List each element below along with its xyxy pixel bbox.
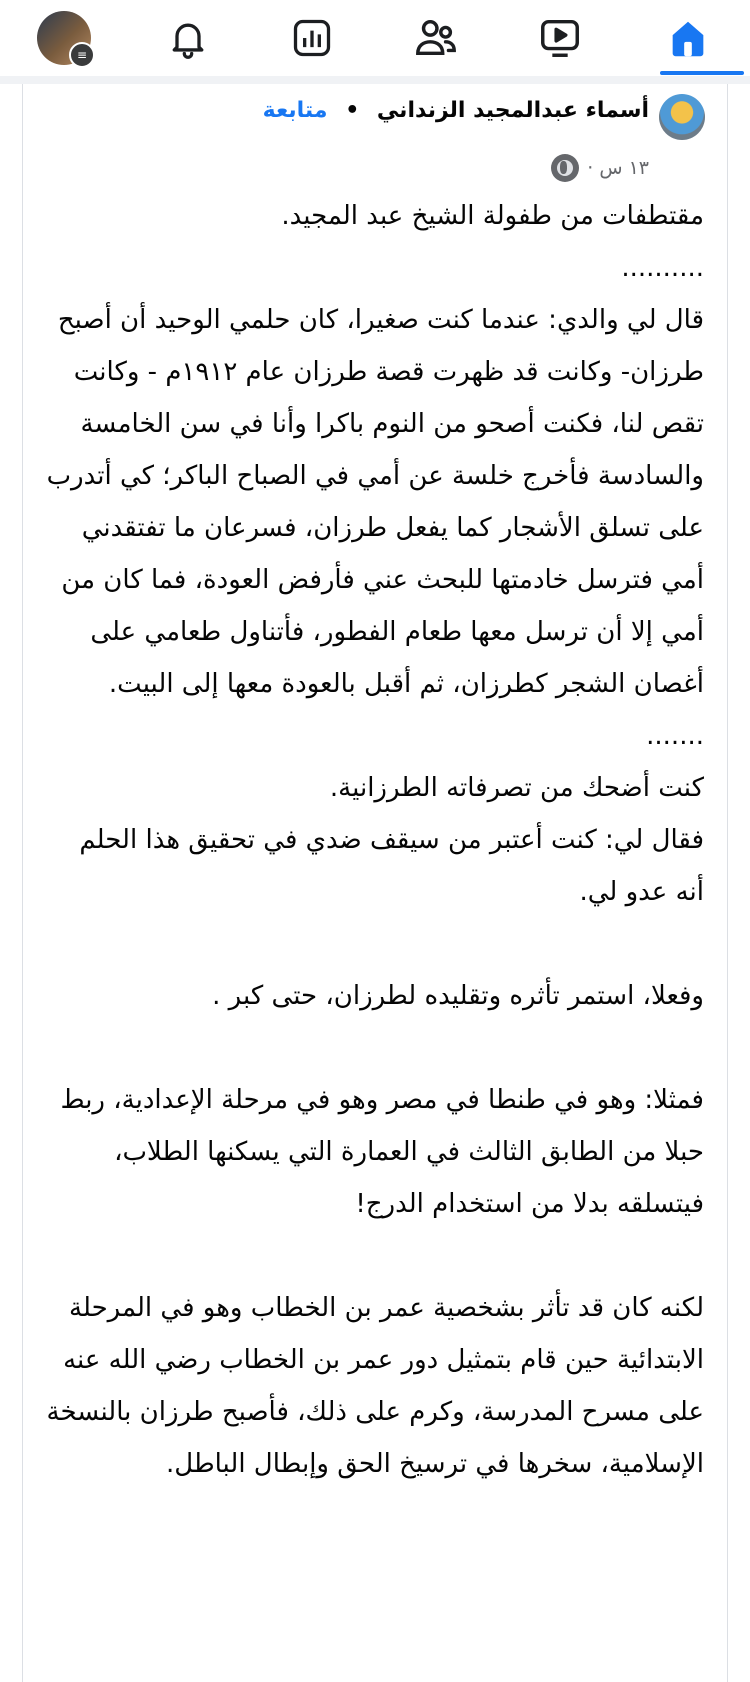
- post-paragraph: ..........: [621, 253, 704, 283]
- post-paragraph: .......: [646, 721, 704, 751]
- post-paragraph: وفعلا، استمر تأثره وتقليده لطرزان، حتى كبر .: [212, 981, 704, 1011]
- globe-icon: [551, 154, 579, 182]
- post-header: [263, 98, 649, 123]
- author-avatar[interactable]: [659, 94, 705, 140]
- nav-notifications[interactable]: [126, 0, 250, 76]
- nav-video[interactable]: [498, 0, 622, 76]
- active-tab-indicator: [660, 71, 744, 75]
- post-paragraph: فقال لي: كنت أعتبر من سيقف ضدي في تحقيق هذا الحلم أنه عدو لي.: [79, 825, 704, 907]
- feed-divider: [0, 76, 750, 84]
- top-navigation-bar: [0, 0, 750, 77]
- menu-icon: ≡: [69, 42, 95, 68]
- nav-home[interactable]: [626, 0, 750, 76]
- post-paragraph: كنت أضحك من تصرفاته الطرزانية.: [329, 773, 704, 803]
- follow-button[interactable]: متابعة: [262, 98, 328, 123]
- post-paragraph: لكنه كان قد تأثر بشخصية عمر بن الخطاب وهو في المرحلة الابتدائية حين قام بتمثيل دور عمر بن الخطاب رضي الله عنه على مسرح المدرسة، وكرم على ذلك، فأصبح طرزان بالنسخة الإسلامية، سخرها في ترسيخ الحق وإبطال الباطل.: [46, 1293, 704, 1479]
- nav-friends[interactable]: [374, 0, 498, 76]
- post-time[interactable]: ١٣ س ·: [587, 157, 649, 179]
- home-icon: [665, 15, 711, 61]
- author-name[interactable]: أسماء عبدالمجيد الزنداني: [376, 98, 649, 123]
- post-paragraph: قال لي والدي: عندما كنت صغيرا، كان حلمي الوحيد أن أصبح طرزان- وكانت قد ظهرت قصة طرزان عام ١٩١٢م - وكانت تقص لنا، فكنت أصحو من النوم باكرا وأنا في سن الخامسة والسادسة فأخرج خلسة عن أمي في الصباح الباكر؛ كي أتدرب على تسلق الأشجار كما يفعل طرزان، فسرعان ما تفتقدني أمي فترسل خادمتها للبحث عني فأرفض العودة، فما كان من أمي إلا أن ترسل معها طعام الفطور، فأتناول طعامي على أغصان الشجر كطرزان، ثم أقبل بالعودة معها إلى البيت.: [46, 305, 704, 699]
- chart-icon: [290, 16, 334, 60]
- bell-icon: [166, 16, 210, 60]
- video-icon: [537, 15, 583, 61]
- nav-profile-menu[interactable]: [2, 0, 126, 76]
- post-paragraph: مقتطفات من طفولة الشيخ عبد المجيد.: [281, 201, 704, 231]
- paragraph-gap: [46, 1022, 704, 1074]
- post-paragraph: فمثلا: وهو في طنطا في مصر وهو في مرحلة الإعدادية، ربط حبلا من الطابق الثالث في العمارة التي يسكنها الطلاب، فيتسلقه بدلا من استخدام الدرج!: [60, 1085, 704, 1219]
- avatar[interactable]: [37, 11, 91, 65]
- people-icon: [413, 15, 459, 61]
- paragraph-gap: [46, 1230, 704, 1282]
- nav-dashboard[interactable]: [250, 0, 374, 76]
- paragraph-gap: [46, 918, 704, 970]
- post-body: [46, 190, 704, 1490]
- header-separator: •: [345, 98, 360, 123]
- post-meta: [551, 154, 649, 182]
